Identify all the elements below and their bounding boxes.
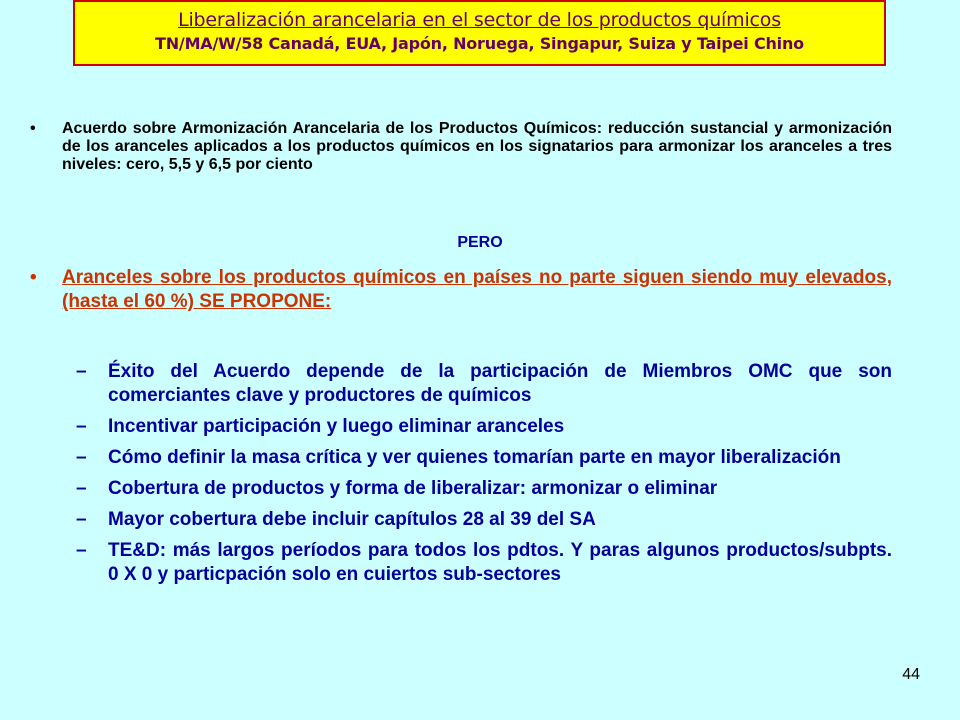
slide-title-box [73,0,886,66]
list-item-text: Incentivar participación y luego eliminar aranceles [108,416,565,437]
slide-title: Liberalización arancelaria en el sector de los productos químicos [178,9,781,31]
list-item [76,539,892,587]
list-item [76,508,892,532]
dash-marker: – [76,478,87,499]
list-item-text: Cobertura de productos y forma de liberalizar: armonizar o eliminar [108,478,718,499]
bullet-marker: • [30,267,37,288]
bullet-agreement-text: Acuerdo sobre Armonización Arancelaria de los Productos Químicos: reducción sustancial y armonización de los aranceles aplicados a los productos químicos en los signatarios para armonizar los aranceles a tres niveles: cero, 5,5 y 6,5 por ciento [62,120,892,173]
proposal-list [76,360,892,594]
dash-marker: – [76,509,87,530]
list-item-text: Éxito del Acuerdo depende de la participación de Miembros OMC que son comerciantes clave y productores de químicos [108,361,892,406]
list-item-text: Mayor cobertura debe incluir capítulos 28 al 39 del SA [108,509,596,530]
list-item [76,477,892,501]
bullet-tariffs-text: Aranceles sobre los productos químicos en países no parte siguen siendo muy elevados, (hasta el 60 %) SE PROPONE: [62,267,892,312]
dash-marker: – [76,540,87,561]
list-item-text: TE&D: más largos períodos para todos los pdtos. Y paras algunos productos/subpts. 0 X 0 y particpación solo en cuiertos sub-sectores [108,540,892,585]
bullet-marker: • [30,120,36,137]
pero-heading: PERO [457,234,503,251]
bullet-agreement [24,120,892,174]
dash-marker: – [76,416,87,437]
list-item-text: Cómo definir la masa crítica y ver quienes tomarían parte en mayor liberalización [108,447,841,468]
page-number: 44 [902,666,920,683]
bullet-tariffs [24,266,892,314]
dash-marker: – [76,447,87,468]
list-item [76,360,892,408]
list-item [76,446,892,470]
slide-subtitle: TN/MA/W/58 Canadá, EUA, Japón, Noruega, Singapur, Suiza y Taipei Chino [155,34,804,53]
dash-marker: – [76,361,87,382]
list-item [76,415,892,439]
